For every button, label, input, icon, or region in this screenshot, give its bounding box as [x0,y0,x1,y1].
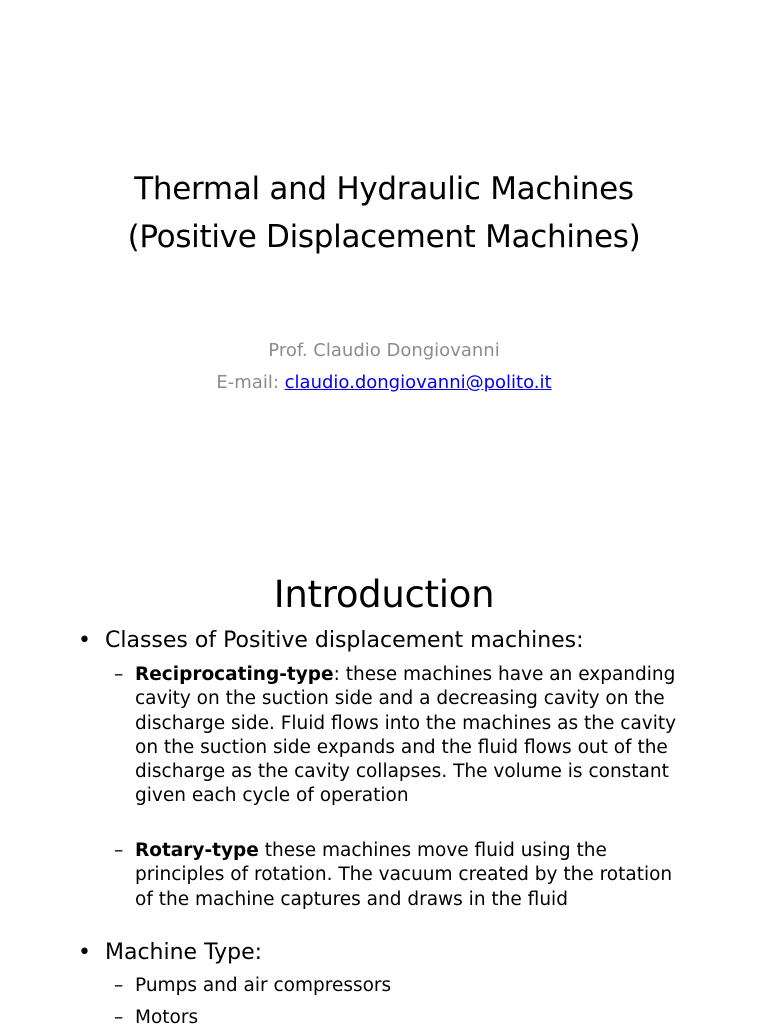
bullet-text: Machine Type: [105,940,263,965]
slide-title-line-2: (Positive Displacement Machines) [127,219,641,255]
definition-reciprocating: : these machines have an expanding cavity on the suction side and a decreasing cavity on the discharge side. Fluid flows into the machines as the cavity on the suction side expands and the fluid flows out of the discharge as the cavity collapses. The volume is constant given each cycle of operation [135,664,677,807]
definition-rotary: these machines move fluid using the principles of rotation. The vacuum created by the rotation of the machine captures and draws in the fluid [135,840,673,910]
sub-item-text: Pumps and air compressors [135,975,392,996]
email-line [0,374,768,392]
dash-icon: – [114,1007,124,1024]
slide-title-line-1: Thermal and Hydraulic Machines [134,171,634,207]
dash-icon: – [114,664,124,685]
dash-icon: – [114,975,124,996]
section-title: Introduction [273,573,495,616]
bullet-icon: • [78,628,91,653]
sub-item-text [135,663,690,809]
term-rotary: Rotary-type [135,840,259,861]
bullet-text: Classes of Positive displacement machines: [105,628,584,653]
sub-item-text [135,839,690,912]
sub-item-text: Motors [135,1007,199,1024]
email-link[interactable]: claudio.dongiovanni@polito.it [284,372,552,393]
dash-icon: – [114,840,124,861]
bullet-icon: • [78,940,91,965]
email-label: E-mail: [216,372,285,393]
author-name: Prof. Claudio Dongiovanni [268,340,500,361]
introduction-slide [0,512,768,1024]
term-reciprocating: Reciprocating-type [135,664,334,685]
